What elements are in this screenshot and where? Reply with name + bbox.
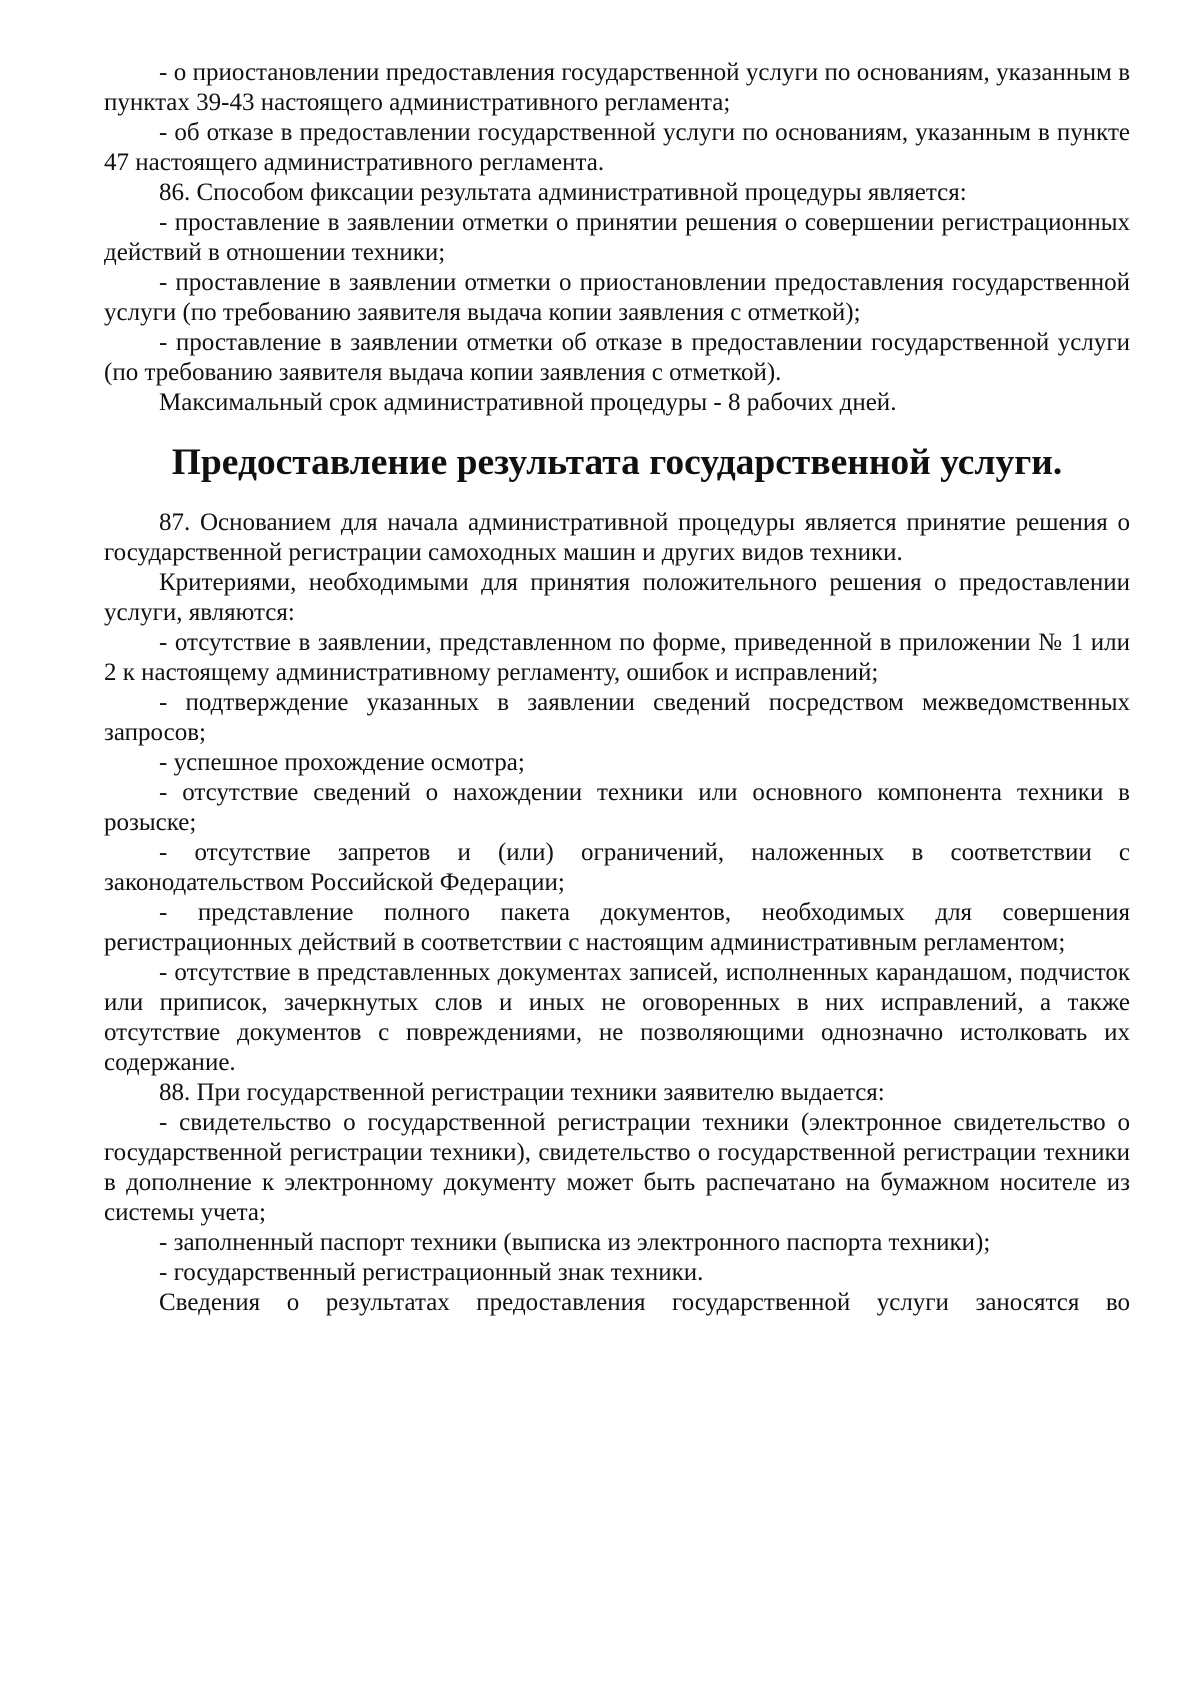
list-item-inspection: - успешное прохождение осмотра;: [159, 749, 525, 776]
list-item-plate: - государственный регистрационный знак техники.: [159, 1259, 704, 1286]
list-item-no-corrections: - отсутствие в представленных документах записей, исполненных карандашом, подчисток или приписок, зачеркнутых слов и иных не оговоренных в них исправлений, а также отсутствие документов с повреждениями, не позволяющими однозначно истолковать их содержание.: [104, 959, 1130, 1076]
list-item-full-package: - представление полного пакета документов, необходимых для совершения регистрационных действий в соответствии с настоящим административным регламентом;: [104, 899, 1130, 956]
list-item-no-restrictions: - отсутствие запретов и (или) ограничений, наложенных в соответствии с законодательством Российской Федерации;: [104, 839, 1130, 896]
list-item-interagency-confirmation: - подтверждение указанных в заявлении сведений посредством межведомственных запросов;: [104, 689, 1130, 746]
list-item-no-errors: - отсутствие в заявлении, представленном по форме, приведенной в приложении № 1 или 2 к настоящему административному регламенту, ошибок и исправлений;: [104, 629, 1130, 686]
list-item-decision-mark: - проставление в заявлении отметки о принятии решения о совершении регистрационных действий в отношении техники;: [104, 209, 1130, 266]
list-item-passport: - заполненный паспорт техники (выписка из электронного паспорта техники);: [159, 1229, 991, 1256]
paragraph-suspension-grounds: - о приостановлении предоставления государственной услуги по основаниям, указанным в пунктах 39-43 настоящего административного регламента;: [104, 59, 1130, 116]
paragraph-max-term: Максимальный срок административной процедуры - 8 рабочих дней.: [159, 389, 897, 416]
document-body: [104, 58, 1130, 1318]
list-item-not-wanted: - отсутствие сведений о нахождении техники или основного компонента техники в розыске;: [104, 779, 1130, 836]
paragraph-88: 88. При государственной регистрации техники заявителю выдается:: [159, 1079, 885, 1106]
paragraph-86: 86. Способом фиксации результата административной процедуры является:: [159, 179, 967, 206]
paragraph-criteria: Критериями, необходимыми для принятия положительного решения о предоставлении услуги, являются:: [104, 569, 1130, 626]
section-heading: Предоставление результата государственной услуги.: [171, 442, 1063, 483]
list-item-suspension-mark: - проставление в заявлении отметки о приостановлении предоставления государственной услуги (по требованию заявителя выдача копии заявления с отметкой);: [104, 269, 1130, 326]
paragraph-results-recorded: Сведения о результатах предоставления государственной услуги заносятся во: [159, 1289, 1130, 1316]
paragraph-refusal-grounds: - об отказе в предоставлении государственной услуги по основаниям, указанным в пункте 47 настоящего административного регламента.: [104, 119, 1130, 176]
paragraph-87: 87. Основанием для начала административной процедуры является принятие решения о государственной регистрации самоходных машин и других видов техники.: [104, 509, 1130, 566]
list-item-certificate: - свидетельство о государственной регистрации техники (электронное свидетельство о государственной регистрации техники), свидетельство о государственной регистрации техники в дополнение к электронному документу может быть распечатано на бумажном носителе из системы учета;: [104, 1109, 1130, 1226]
list-item-refusal-mark: - проставление в заявлении отметки об отказе в предоставлении государственной услуги (по требованию заявителя выдача копии заявления с отметкой).: [104, 329, 1130, 386]
